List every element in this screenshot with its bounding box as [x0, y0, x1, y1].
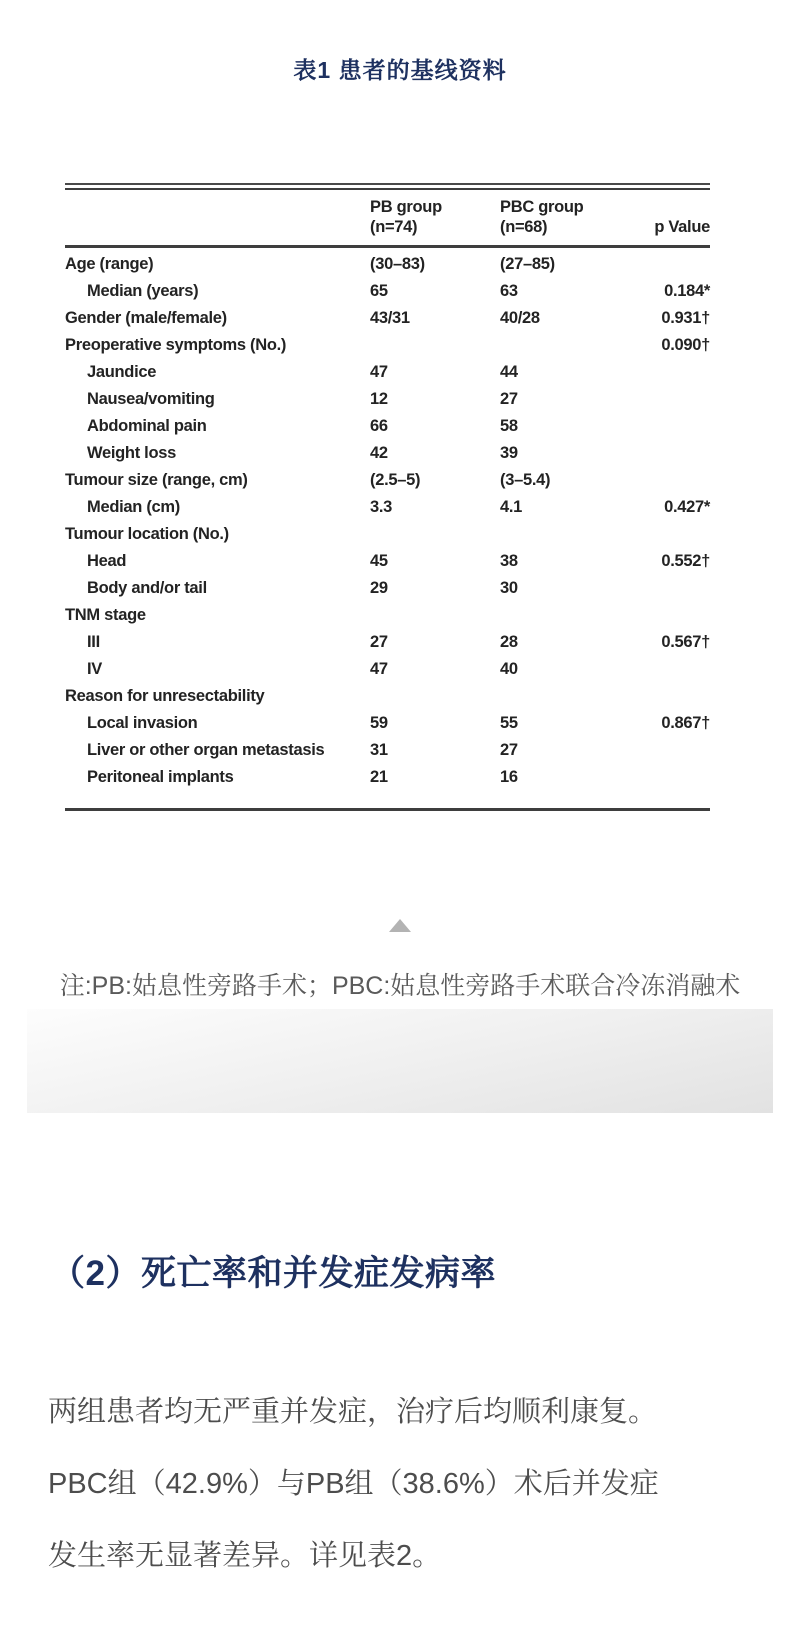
row-pbc — [500, 602, 650, 629]
table-row — [65, 467, 710, 494]
row-label: Nausea/vomiting — [87, 390, 215, 408]
table-row — [65, 278, 710, 305]
row-p — [650, 413, 710, 440]
row-p: 0.184* — [664, 282, 710, 300]
row-p — [650, 764, 710, 791]
row-p — [650, 521, 710, 548]
row-p — [650, 251, 710, 278]
row-pb: 21 — [370, 768, 388, 786]
paragraph-line: 发生率无显著差异。详见表2。 — [48, 1540, 442, 1572]
row-label: Median (years) — [87, 282, 199, 300]
body-paragraph — [48, 1376, 772, 1592]
row-p: 0.552† — [661, 552, 710, 570]
table-rows — [65, 248, 710, 808]
table-row — [65, 521, 710, 548]
row-pbc: 30 — [500, 579, 518, 597]
row-pbc — [500, 521, 650, 548]
row-p — [650, 683, 710, 710]
row-label: Preoperative symptoms (No.) — [65, 336, 287, 354]
row-pbc: 44 — [500, 363, 518, 381]
row-p: 0.090† — [661, 336, 710, 354]
row-pbc: (27–85) — [500, 255, 555, 273]
row-pbc — [500, 332, 650, 359]
row-label: Gender (male/female) — [65, 309, 227, 327]
header-pbc-line2: (n=68) — [500, 218, 548, 236]
table-row — [65, 413, 710, 440]
row-pb: 66 — [370, 417, 388, 435]
row-pb: 29 — [370, 579, 388, 597]
section-heading: （2）死亡率和并发症发病率 — [50, 1254, 496, 1293]
row-pbc: 28 — [500, 633, 518, 651]
table-bottom-rule — [65, 808, 710, 811]
table-header-row — [65, 190, 710, 245]
row-pb: 31 — [370, 741, 388, 759]
table-row — [65, 386, 710, 413]
table-row — [65, 710, 710, 737]
row-p: 0.567† — [661, 633, 710, 651]
row-label: Peritoneal implants — [87, 768, 234, 786]
row-pb: 47 — [370, 660, 388, 678]
row-label: Median (cm) — [87, 498, 180, 516]
header-pb-group — [370, 197, 500, 237]
row-p — [650, 359, 710, 386]
row-label: Age (range) — [65, 255, 154, 273]
row-p: 0.931† — [661, 309, 710, 327]
row-pb — [370, 683, 500, 710]
row-p — [650, 440, 710, 467]
row-pbc: 55 — [500, 714, 518, 732]
row-pbc: 27 — [500, 741, 518, 759]
image-fade-panel — [27, 1009, 773, 1113]
paragraph-line: PBC组（42.9%）与PB组（38.6%）术后并发症 — [48, 1468, 659, 1500]
row-pbc: 38 — [500, 552, 518, 570]
row-pb: 12 — [370, 390, 388, 408]
row-label: Tumour location (No.) — [65, 525, 229, 543]
table-row — [65, 305, 710, 332]
row-pb: 65 — [370, 282, 388, 300]
row-pbc: 58 — [500, 417, 518, 435]
table-row — [65, 251, 710, 278]
row-p — [650, 467, 710, 494]
row-pbc: 4.1 — [500, 498, 523, 516]
collapse-triangle-icon[interactable] — [389, 919, 411, 932]
row-label: IV — [87, 660, 102, 678]
table-row — [65, 764, 710, 791]
paragraph-line: 两组患者均无严重并发症，治疗后均顺利康复。 — [48, 1396, 658, 1428]
row-p — [650, 656, 710, 683]
table-row — [65, 332, 710, 359]
row-pbc: 40/28 — [500, 309, 540, 327]
row-label: Body and/or tail — [87, 579, 207, 597]
row-pbc: (3–5.4) — [500, 471, 551, 489]
table-row — [65, 548, 710, 575]
table-row — [65, 359, 710, 386]
table-row — [65, 629, 710, 656]
table-title: 表1 患者的基线资料 — [293, 57, 507, 83]
row-pb: (30–83) — [370, 255, 425, 273]
row-label: Weight loss — [87, 444, 176, 462]
row-pb — [370, 521, 500, 548]
row-pb: 43/31 — [370, 309, 410, 327]
header-pbc-line1: PBC group — [500, 198, 584, 216]
row-pb — [370, 602, 500, 629]
table-row — [65, 440, 710, 467]
row-label: Tumour size (range, cm) — [65, 471, 248, 489]
row-pb: 3.3 — [370, 498, 393, 516]
row-p — [650, 737, 710, 764]
row-label: Jaundice — [87, 363, 157, 381]
row-p — [650, 386, 710, 413]
row-pbc: 39 — [500, 444, 518, 462]
row-p — [650, 602, 710, 629]
row-label: Reason for unresectability — [65, 687, 265, 705]
table-row — [65, 602, 710, 629]
row-pbc — [500, 683, 650, 710]
row-pb: 27 — [370, 633, 388, 651]
row-label: Head — [87, 552, 127, 570]
row-label: Abdominal pain — [87, 417, 207, 435]
row-pbc: 40 — [500, 660, 518, 678]
table-footnote: 注:PB:姑息性旁路手术；PBC:姑息性旁路手术联合冷冻消融术 — [59, 972, 741, 1000]
row-pb: 42 — [370, 444, 388, 462]
row-label: III — [87, 633, 100, 651]
row-label: Local invasion — [87, 714, 198, 732]
row-p: 0.427* — [664, 498, 710, 516]
row-p: 0.867† — [661, 714, 710, 732]
row-pb: 47 — [370, 363, 388, 381]
header-p-value: p Value — [654, 218, 710, 236]
row-pb: 59 — [370, 714, 388, 732]
header-pbc-group — [500, 197, 650, 237]
row-label: TNM stage — [65, 606, 146, 624]
header-pb-line1: PB group — [370, 198, 442, 216]
row-pbc: 16 — [500, 768, 518, 786]
header-pb-line2: (n=74) — [370, 218, 418, 236]
table-row — [65, 683, 710, 710]
table-row — [65, 656, 710, 683]
row-pbc: 27 — [500, 390, 518, 408]
row-pb — [370, 332, 500, 359]
table-row — [65, 737, 710, 764]
row-p — [650, 575, 710, 602]
row-pbc: 63 — [500, 282, 518, 300]
table-row — [65, 575, 710, 602]
row-pb: 45 — [370, 552, 388, 570]
row-label: Liver or other organ metastasis — [87, 741, 325, 759]
baseline-table — [65, 183, 710, 811]
table-row — [65, 494, 710, 521]
row-pb: (2.5–5) — [370, 471, 421, 489]
